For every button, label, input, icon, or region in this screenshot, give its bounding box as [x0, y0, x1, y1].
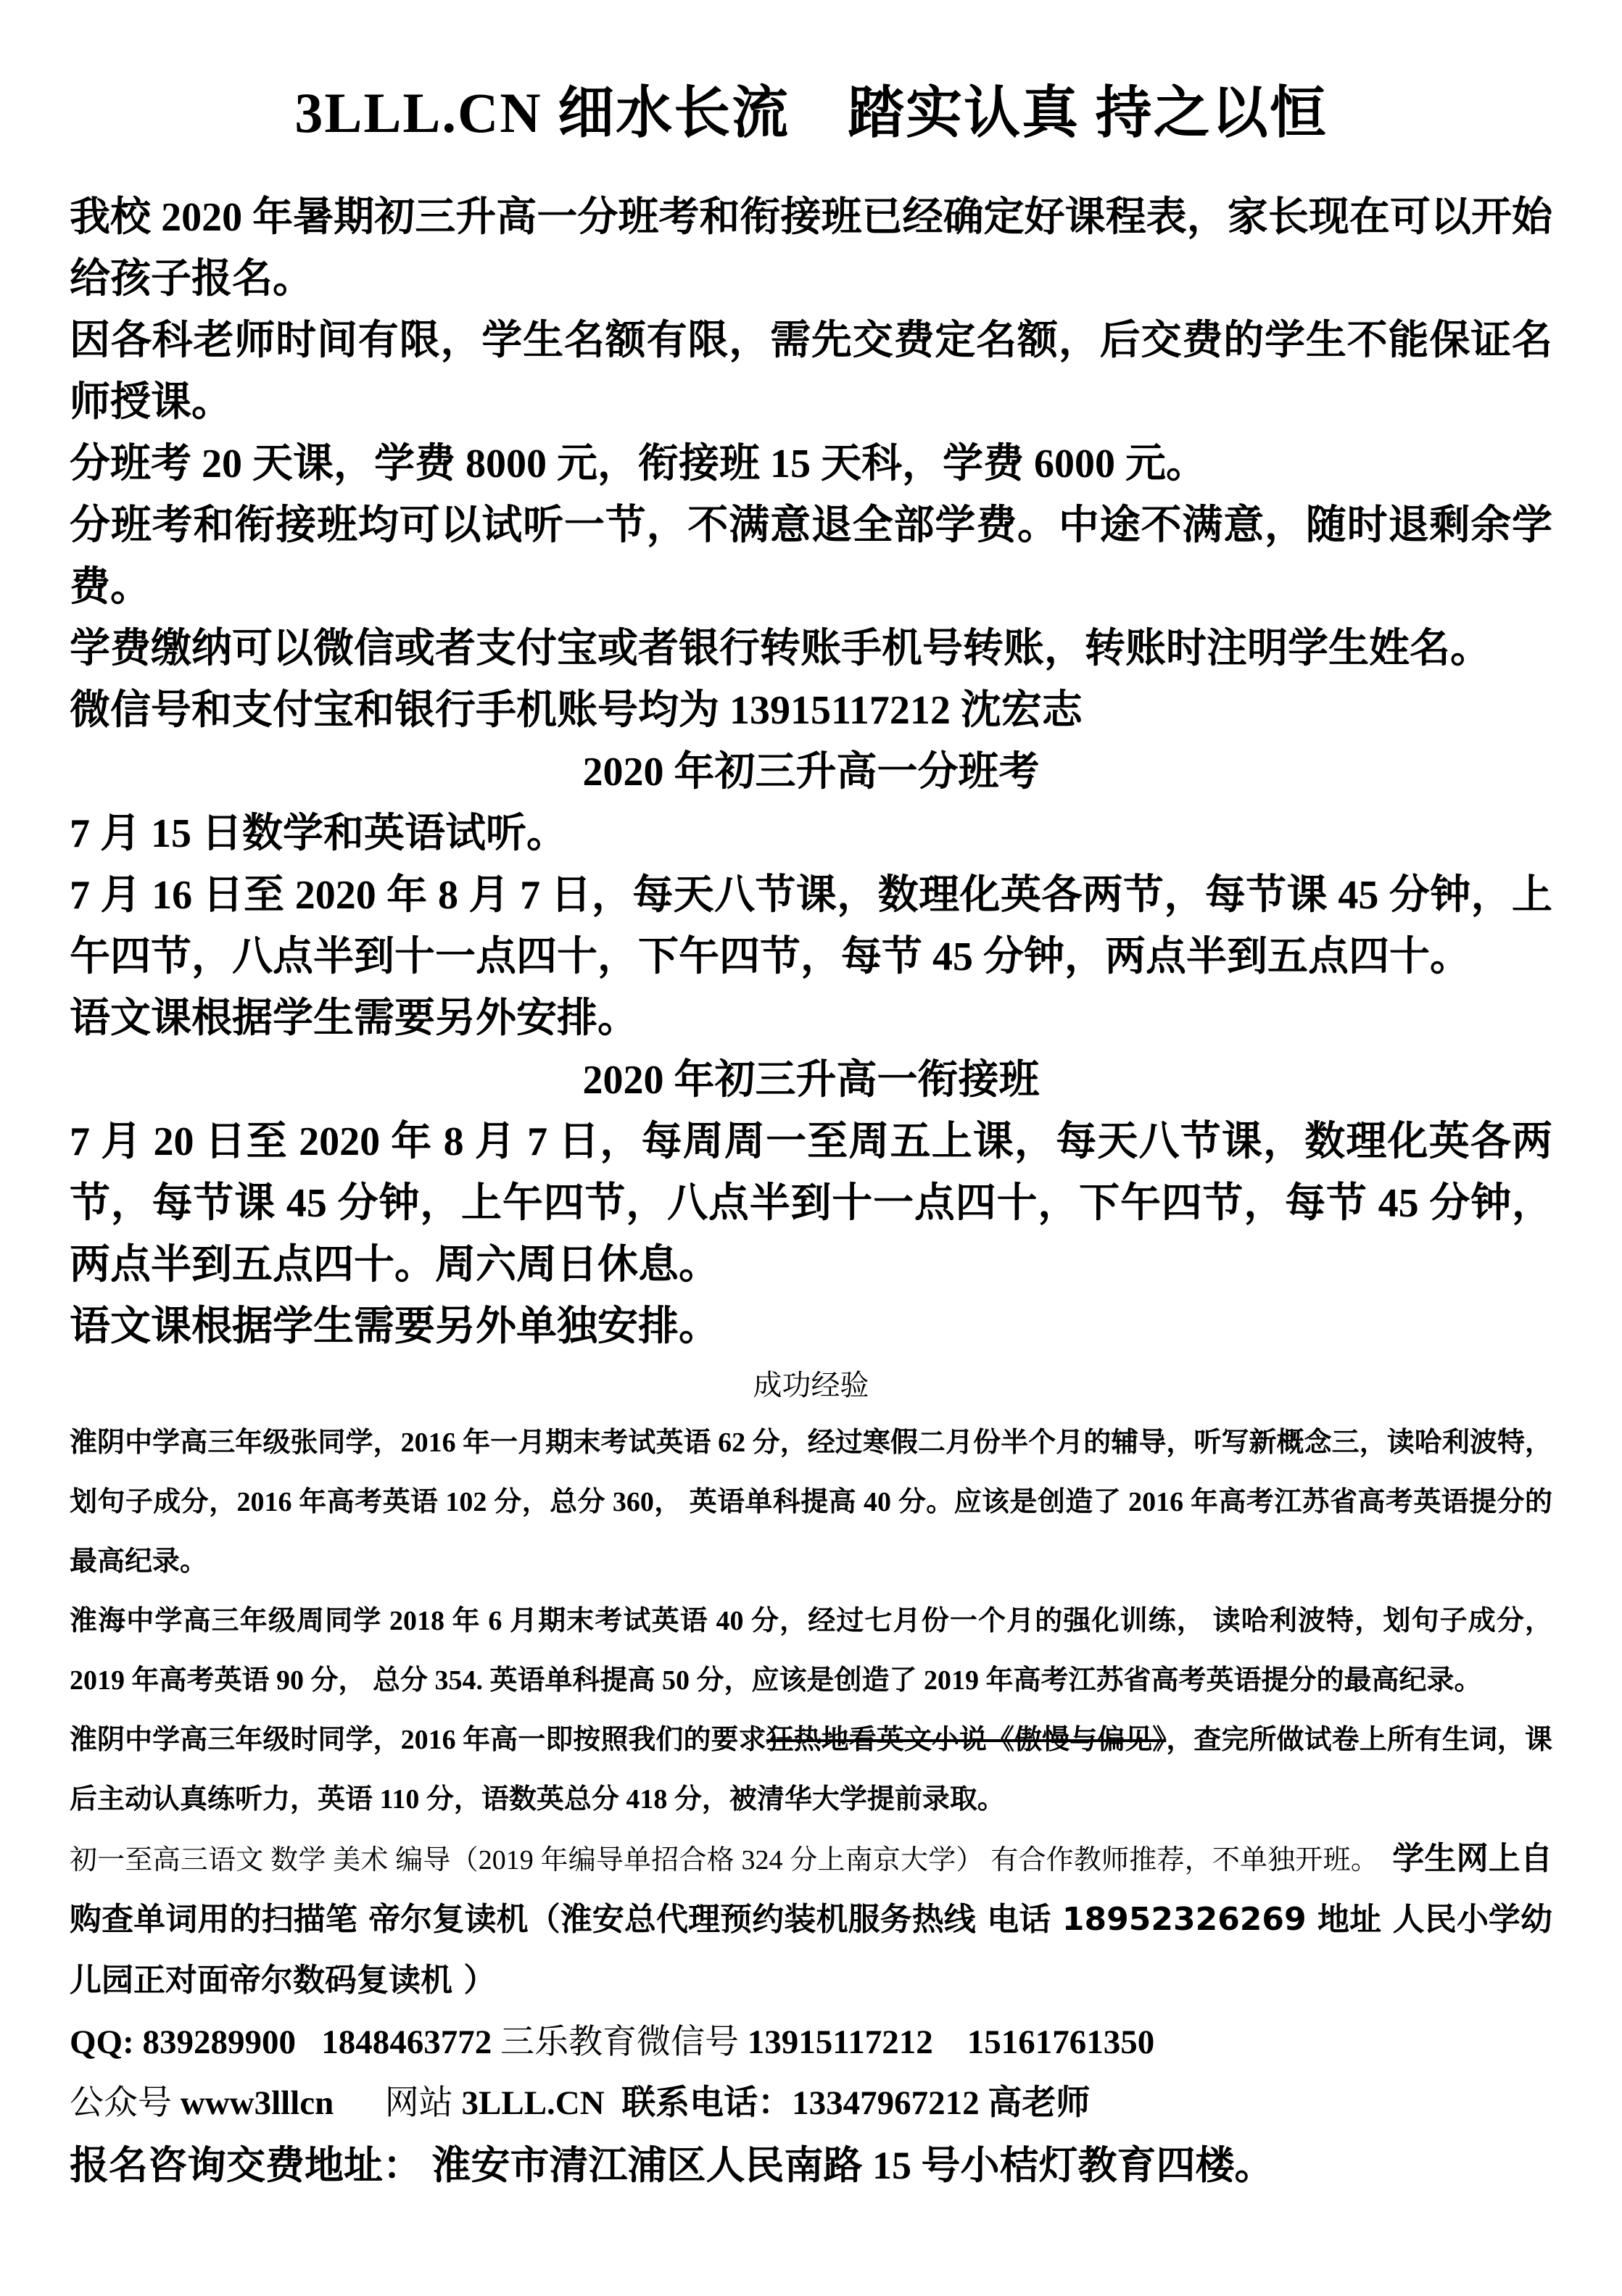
website-label: 网站	[334, 2084, 462, 2122]
placement-paragraph-chinese: 语文课根据学生需要另外安排。	[70, 996, 638, 1041]
success-story-zhou: 淮海中学高三年级周同学 2018 年 6 月期末考试英语 40 分，经过七月份一个月的强化训练， 读哈利波特，划句子成分，2019 年高考英语 90 分， 总分 354. 英语单科提高 50 分，应该是创造了 2019 年高考江苏省高考英语提分的最高纪录。	[70, 1606, 1552, 1696]
section-heading-placement-exam: 2020 年初三升高一分班考	[582, 750, 1040, 795]
success-story-shi	[70, 1710, 1552, 1829]
story-shi-prefix: 淮阴中学高三年级时同学，2016 年高一即按照我们的要求	[70, 1725, 766, 1755]
placement-paragraph-trial: 7 月 15 日数学和英语试听。	[70, 811, 567, 856]
strikethrough-text: 狂热地看英文小说《傲慢与偏见》	[766, 1725, 1167, 1755]
success-section-heading: 成功经验	[753, 1369, 869, 1401]
bridge-paragraph-schedule: 7 月 20 日至 2020 年 8 月 7 日，每周周一至周五上课，每天八节课，数理化英各两节，每节课 45 分钟，上午四节，八点半到十一点四十，下午四节，每节 45 分钟，两点半到五点四十。周六周日休息。	[70, 1119, 1552, 1288]
courses-and-supplies-paragraph	[70, 1829, 1552, 2012]
contact-qq-wechat-line	[70, 2012, 1552, 2073]
website-value: 3LLL.CN	[461, 2084, 605, 2122]
intro-paragraph-quota: 因各科老师时间有限，学生名额有限，需先交费定名额，后交费的学生不能保证名师授课。	[70, 318, 1552, 425]
success-story-zhang: 淮阴中学高三年级张同学，2016 年一月期末考试英语 62 分，经过寒假二月份半个月的辅导，听写新概念三，读哈利波特，划句子成分，2016 年高考英语 102 分，总分 360， 英语单科提高 40 分。应该是创造了 2016 年高考江苏省高考英语提分的最高纪录。	[70, 1427, 1552, 1577]
bridge-paragraph-chinese: 语文课根据学生需要另外单独安排。	[70, 1304, 719, 1349]
phone-and-teacher: 联系电话：13347967212 高老师	[604, 2084, 1091, 2122]
placement-paragraph-schedule: 7 月 16 日至 2020 年 8 月 7 日，每天八节课，数理化英各两节，每节课 45 分钟，上午四节，八点半到十一点四十，下午四节，每节 45 分钟，两点半到五点四十。	[70, 873, 1552, 979]
intro-paragraph-payment: 学费缴纳可以微信或者支付宝或者银行转账手机号转账，转账时注明学生姓名。	[70, 626, 1491, 671]
official-account-label: 公众号	[70, 2084, 181, 2122]
official-account-value: www3lllcn	[180, 2084, 334, 2122]
story-shi-suffix: ，查完所做试卷上所有生词，课后主动认真练听力，英语 110 分，语数英总分 418 分，被清华大学提前录取。	[70, 1725, 1552, 1815]
intro-paragraph-tuition: 分班考 20 天课，学费 8000 元，衔接班 15 天科，学费 6000 元。	[70, 442, 1207, 486]
wechat-numbers: 13915117212 15161761350	[747, 2023, 1155, 2061]
intro-paragraph-refund: 分班考和衔接班均可以试听一节，不满意退全部学费。中途不满意，随时退剩余学费。	[70, 503, 1552, 610]
wechat-label: 三乐教育微信号	[500, 2023, 748, 2061]
supplies-highlight-text: 学生网上自购查单词用的扫描笔 帝尔复读机（淮安总代理预约装机服务热线 电话 18952326269 地址 人民小学幼儿园正对面帝尔数码复读机 ）	[70, 1840, 1552, 1999]
page-title: 3LLL.CN 细水长流 踏实认真 持之以恒	[294, 81, 1328, 144]
section-heading-bridge-class: 2020 年初三升高一衔接班	[582, 1058, 1040, 1103]
intro-paragraph-account: 微信号和支付宝和银行手机账号均为 13915117212 沈宏志	[70, 688, 1083, 733]
courses-list-text: 初一至高三语文 数学 美术 编导（2019 年编导单招合格 324 分上南京大学） 有合作教师推荐，不单独开班。	[70, 1845, 1393, 1876]
intro-paragraph-signup: 我校 2020 年暑期初三升高一分班考和衔接班已经确定好课程表，家长现在可以开始给孩子报名。	[70, 195, 1552, 302]
registration-address-line: 报名咨询交费地址： 淮安市清江浦区人民南路 15 号小桔灯教育四楼。	[70, 2144, 1274, 2187]
contact-web-phone-line	[70, 2073, 1552, 2134]
qq-numbers: QQ: 839289900 1848463772	[70, 2023, 501, 2061]
